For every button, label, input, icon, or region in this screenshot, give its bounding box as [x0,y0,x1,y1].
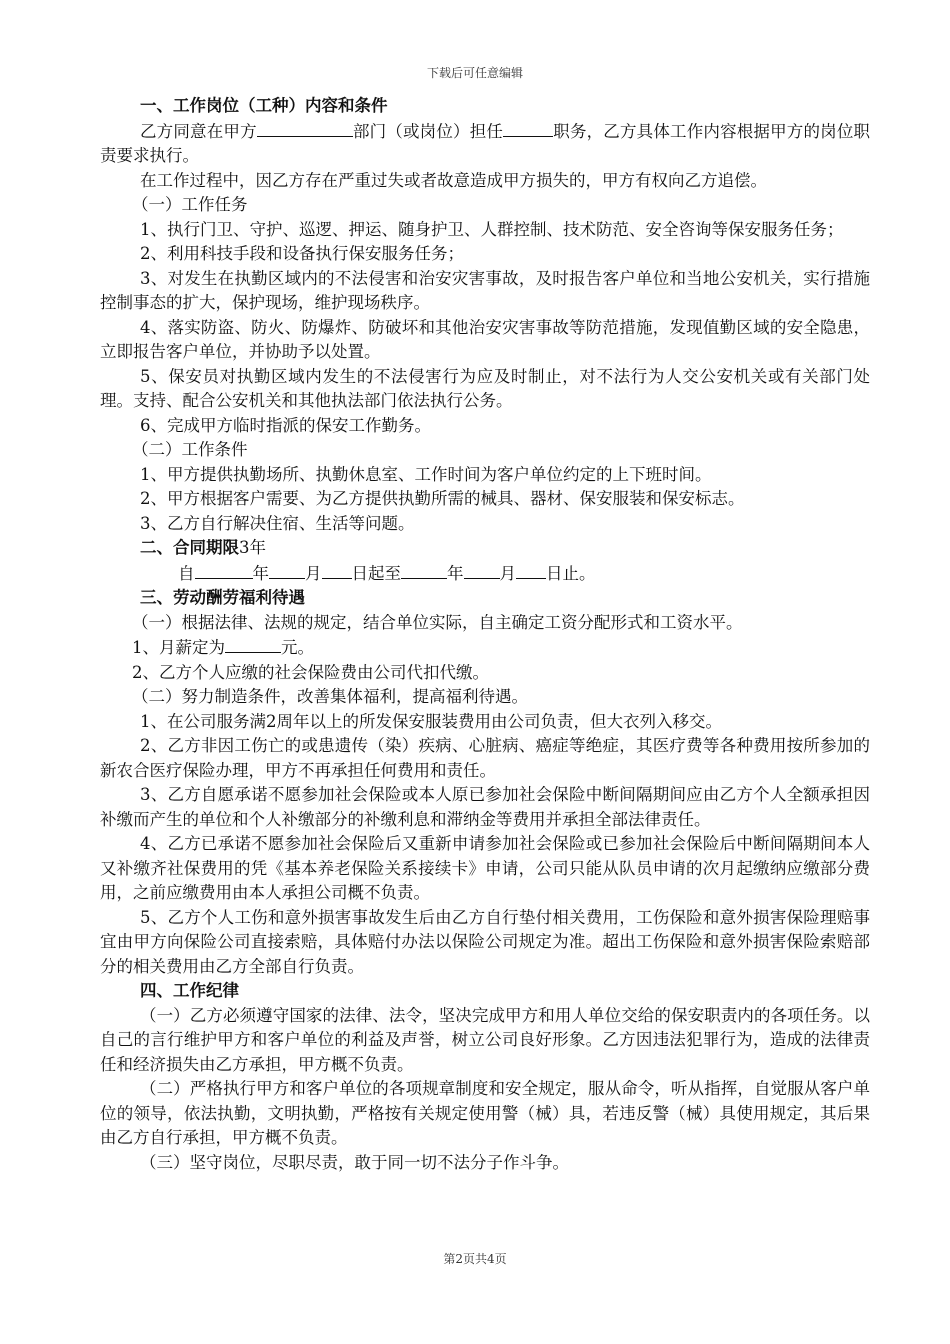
text-fragment: 1、月薪定为 [132,638,225,657]
task-item: 5、保安员对执勤区域内发生的不法侵害行为应及时制止，对不法行为人交公安机关或有关部门处理。支持、配合公安机关和其他执法部门依法执行公务。 [100,366,870,410]
blank-end-day [516,561,546,579]
welfare-item: 2、乙方非因工伤亡的或患遗传（染）疾病、心脏病、癌症等绝症，其医疗费等各种费用按所参加的新农合医疗保险办理，甲方不再承担任何费用和责任。 [100,736,870,780]
discipline-item: （一）乙方必须遵守国家的法律、法令，坚决完成甲方和用人单位交给的保安职责内的各项任务。以自己的言行维护甲方和客户单位的利益及声誉，树立公司良好形象。乙方因违法犯罪行为，造成的法律责任和经济损失由乙方承担，甲方概不负责。 [100,1005,870,1074]
condition-item: 2、甲方根据客户需要、为乙方提供执勤所需的械具、器材、保安服装和保安标志。 [140,489,745,508]
discipline-item: （三）坚守岗位，尽职尽责，敢于同一切不法分子作斗争。 [140,1152,569,1172]
subsection-work-conditions: （二）工作条件 [132,440,248,459]
blank-start-year [195,561,253,579]
blank-monthly-salary [225,635,281,653]
text-fragment: 月 [305,563,322,583]
blank-department [257,119,353,137]
document-body [100,94,870,1175]
section-1-title: 一、工作岗位（工种）内容和条件 [140,96,388,115]
task-item: 3、对发生在执勤区域内的不法侵害和治安灾害事故，及时报告客户单位和当地公安机关，实行措施控制事态的扩大，保护现场，维护现场秩序。 [100,268,870,312]
welfare-item: 1、在公司服务满2周年以上的所发保安服装费用由公司负责，但大衣列入移交。 [140,711,722,731]
section-4-title: 四、工作纪律 [140,981,239,1000]
section-3-paragraph: 2、乙方个人应缴的社会保险费由公司代扣代缴。 [132,662,489,682]
subsection-work-tasks: （一）工作任务 [132,195,248,214]
discipline-item: （二）严格执行甲方和客户单位的各项规章制度和安全规定，服从命令，听从指挥，自觉服从客户单位的领导，依法执勤，文明执勤，严格按有关规定使用警（械）具，若违反警（械）具使用规定，其后果由乙方自行承担，甲方概不负责。 [100,1079,870,1147]
text-fragment: 乙方同意在甲方 [140,121,257,141]
welfare-item: 5、乙方个人工伤和意外损害事故发生后由乙方自行垫付相关费用，工伤保险和意外损害保险理赔事宜由甲方向保险公司直接索赔，具体赔付办法以保险公司规定为准。超出工伤保险和意外损害保险索赔部分的相关费用由乙方全部自行负责。 [100,907,870,976]
condition-item: 3、乙方自行解决住宿、生活等问题。 [140,513,415,533]
text-fragment: 年 [252,563,269,583]
text-fragment: 元。 [281,638,314,657]
blank-end-month [464,561,500,579]
section-3-paragraph: （一）根据法律、法规的规定，结合单位实际，自主确定工资分配形式和工资水平。 [132,612,743,632]
page-footer: 第2页共4页 [443,1252,507,1266]
text-fragment: 职务，乙方具体工作内容根据甲方的岗位职责要求执行。 [100,121,871,165]
blank-end-year [401,561,447,579]
blank-start-day [322,561,352,579]
task-item: 2、利用科技手段和设备执行保安服务任务； [140,244,464,263]
task-item: 1、执行门卫、守护、巡逻、押运、随身护卫、人群控制、技术防范、安全咨询等保安服务任务； [140,219,844,239]
condition-item: 1、甲方提供执勤场所、执勤休息室、工作时间为客户单位约定的上下班时间。 [140,464,712,484]
task-item: 6、完成甲方临时指派的保安工作勤务。 [140,415,431,435]
section-1-paragraph-1 [100,119,870,169]
section-2-title-text: 二、合同期限 [140,538,239,557]
contract-years: 3 [239,538,250,557]
text-fragment: 月 [499,563,516,583]
page-header: 下载后可任意编辑 [426,66,523,80]
text-fragment: 日起至 [351,563,401,583]
section-3-paragraph: （二）努力制造条件，改善集体福利，提高福利待遇。 [132,687,528,706]
section-2-title [100,536,870,561]
text-fragment: 部门（或岗位）担任 [352,121,504,141]
task-item: 4、落实防盗、防火、防爆炸、防破坏和其他治安灾害事故等防范措施，发现值勤区域的安全隐患，立即报告客户单位，并协助予以处置。 [100,317,870,361]
blank-position [503,119,553,137]
salary-line [100,635,870,661]
blank-start-month [269,561,305,579]
contract-years-unit: 年 [249,538,266,557]
section-1-paragraph-2: 在工作过程中，因乙方存在严重过失或者故意造成甲方损失的，甲方有权向乙方追偿。 [140,170,767,190]
text-fragment: 年 [447,563,464,583]
welfare-item: 4、乙方已承诺不愿参加社会保险后又重新申请参加社会保险或已参加社会保险后中断间隔期间本人又补缴齐社保费用的凭《基本养老保险关系接续卡》申请，公司只能从队员申请的次月起缴纳应缴部分费用，之前应缴费用由本人承担公司概不负责。 [100,834,870,902]
text-fragment: 自 [178,563,195,583]
text-fragment: 日止。 [546,563,596,583]
section-3-title: 三、劳动酬劳福利待遇 [140,588,305,607]
welfare-item: 3、乙方自愿承诺不愿参加社会保险或本人原已参加社会保险中断间隔期间应由乙方个人全额承担因补缴而产生的单位和个人补缴部分的补缴利息和滞纳金等费用并承担全部法律责任。 [100,785,870,829]
contract-period-line [100,561,870,587]
